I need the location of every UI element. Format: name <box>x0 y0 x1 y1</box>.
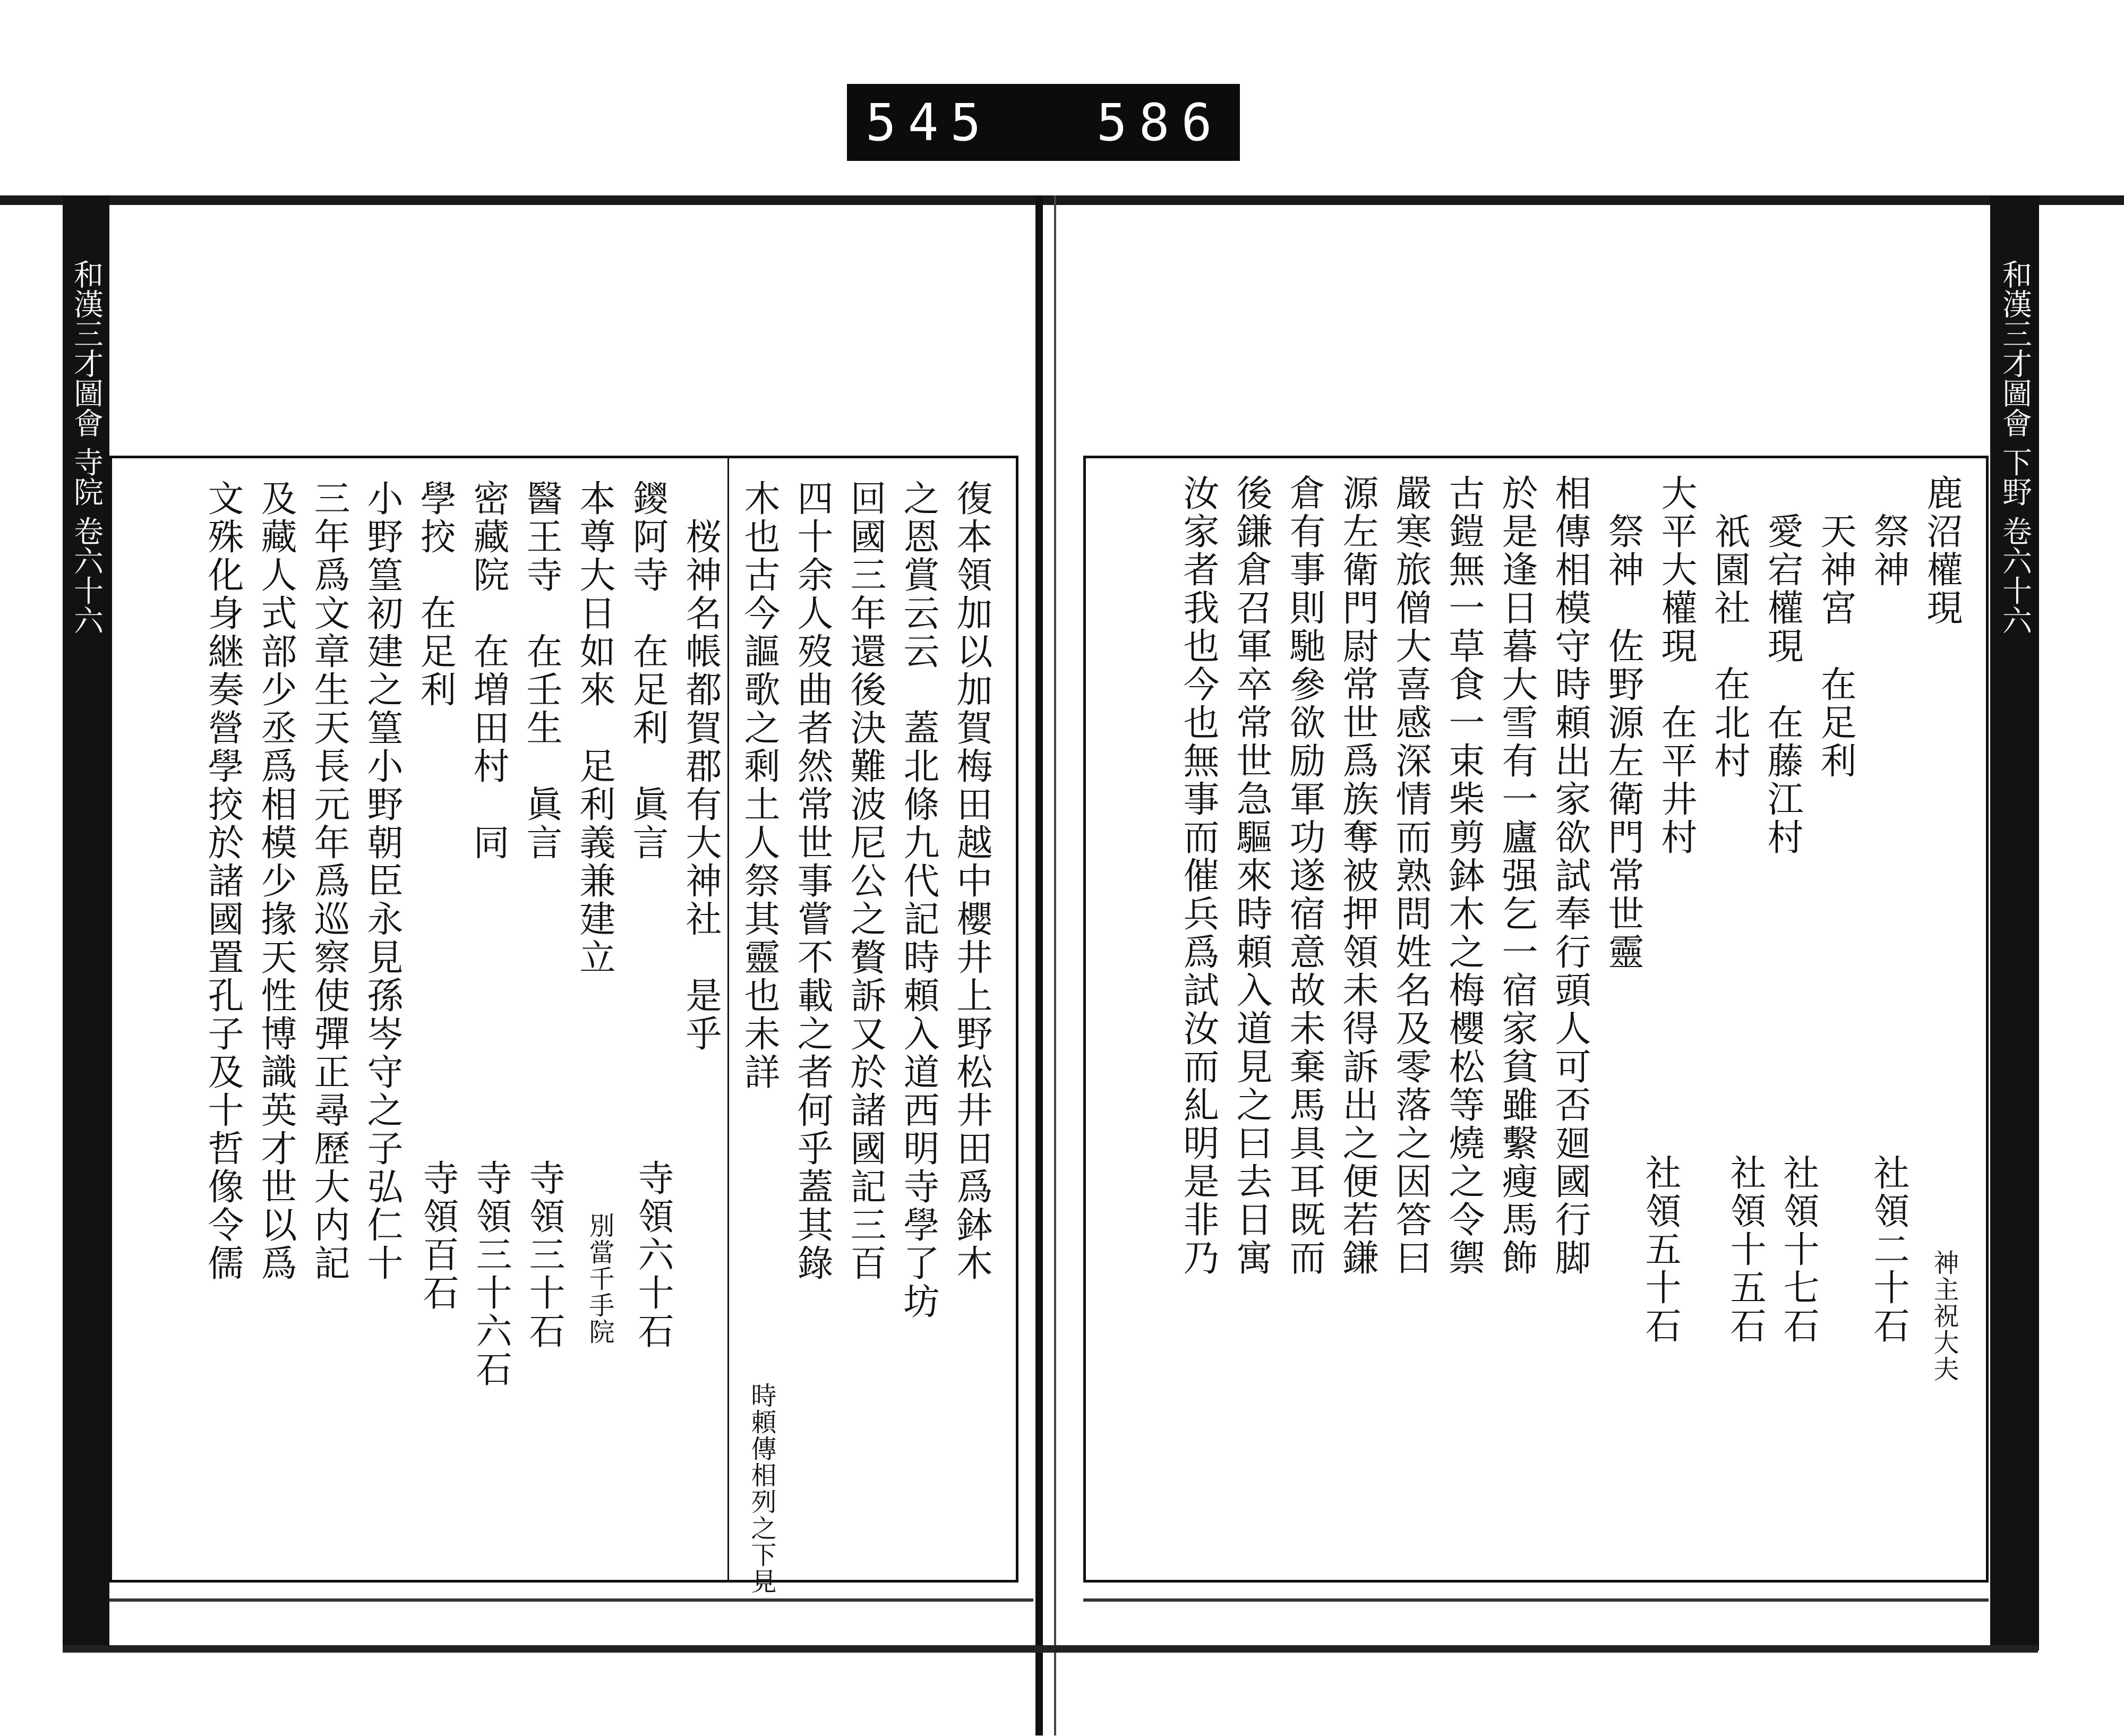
left-shrine-note: 時頼傳相列之下見 <box>747 1382 776 1595</box>
right-col-5: 祇園社 在北村 <box>1708 474 1750 780</box>
school-rank: 寺領百石 <box>417 1159 459 1312</box>
right-col-15: 汝家者我也今也無事而催兵爲試汝而糺明是非乃 <box>1177 474 1219 1277</box>
stamp-left-number: 545 <box>866 92 993 152</box>
book-bottom-edge <box>63 1645 2038 1653</box>
right-col-2: 祭神 <box>1868 474 1909 589</box>
right-col-1: 鹿沼權現 <box>1921 474 1963 627</box>
left-col-2: 之恩賞云云 蓋北條九代記時頼入道西明寺學了坊 <box>897 480 939 1321</box>
rank-3: 社領十五石 <box>1724 1154 1766 1345</box>
left-col-3: 回國三年還後決難波尼公之贅訴又於諸國記三百 <box>844 480 886 1282</box>
temple-2-rank: 寺領三十石 <box>523 1159 565 1350</box>
rank-1-sub: 神主祝大夫 <box>1929 1250 1959 1382</box>
temple-1-sub: 別當千手院 <box>585 1212 614 1345</box>
right-edge-label: 和漢三才圖會 下野 卷六十六 <box>1998 259 2032 635</box>
right-col-9: 於是逢日暮大雪有一廬强乞一宿家貧雖繫瘦馬飾 <box>1496 474 1538 1277</box>
rank-4: 社領五十石 <box>1639 1154 1681 1345</box>
right-book-edge <box>1990 195 2039 1651</box>
right-col-11: 嚴寒旅僧大喜感深情而熟問姓名及零落之因答曰 <box>1390 474 1432 1277</box>
right-page-bottom-rule <box>1083 1598 1989 1602</box>
right-col-4: 愛宕權現 在藤江村 <box>1761 474 1803 857</box>
left-col-9: 醫王寺 在壬生 眞言 <box>520 480 562 862</box>
book-top-edge <box>0 195 2124 205</box>
right-col-14: 後鎌倉召軍卒常世急驅來時頼入道見之曰去日寓 <box>1230 474 1272 1277</box>
right-page-text-frame <box>1083 456 1989 1583</box>
right-col-7: 祭神 佐野源左衛門常世靈 <box>1602 474 1644 971</box>
book-spine <box>1035 195 1043 1735</box>
left-page-divider <box>727 458 729 1580</box>
right-col-6: 大平大權現 在平井村 <box>1655 474 1697 857</box>
left-col-14: 及藏人式部少丞爲相模少掾天性博識英才世以爲 <box>255 480 297 1282</box>
rank-2: 社領十七石 <box>1777 1154 1819 1345</box>
right-col-10: 古鎧無一草食一束柴剪鉢木之梅櫻松等燒之令禦 <box>1443 474 1485 1277</box>
left-col-12: 小野篁初建之篁小野朝臣永見孫岑守之子弘仁十 <box>361 480 403 1282</box>
right-col-12: 源左衛門尉常世爲族奪被押領未得訴出之便若鎌 <box>1337 474 1378 1277</box>
left-col-8: 本尊大日如來 足利義兼建立 <box>573 480 615 977</box>
right-col-13: 倉有事則馳參欲励軍功遂宿意故未棄馬具耳既而 <box>1283 474 1325 1277</box>
temple-1-rank: 寺領六十石 <box>632 1159 674 1350</box>
page-number-stamp <box>847 84 1240 161</box>
left-edge-label: 和漢三才圖會 寺院 卷六十六 <box>69 259 104 635</box>
left-page-text-frame <box>109 456 1018 1595</box>
left-col-15: 文殊化身継奏營學挍於諸國置孔子及十哲像令儒 <box>202 480 244 1282</box>
stamp-right-number: 586 <box>1097 92 1224 152</box>
temple-3-rank: 寺領三十六石 <box>470 1159 512 1389</box>
left-col-6: 桜神名帳都賀郡有大神社 是乎 <box>680 480 722 1053</box>
left-book-edge <box>63 195 109 1651</box>
book-spine-shadow <box>1054 195 1056 1735</box>
left-col-4: 四十余人歿曲者然常世事嘗不載之者何乎蓋其錄 <box>791 480 833 1282</box>
left-page-bottom-rule <box>109 1598 1033 1602</box>
left-col-5: 木也古今謳歌之剩土人祭其靈也未詳 <box>738 480 780 1091</box>
right-col-3: 天神宮 在足利 <box>1814 474 1856 780</box>
left-col-7: 鑁阿寺 在足利 眞言 <box>627 480 669 862</box>
left-col-11: 學挍 在足利 <box>414 480 456 709</box>
rank-1: 社領二十石 <box>1868 1154 1909 1345</box>
left-col-13: 三年爲文章生天長元年爲巡察使彈正尋歷大内記 <box>308 480 350 1282</box>
left-col-10: 密藏院 在増田村 同 <box>467 480 509 862</box>
right-col-8: 相傳相模守時頼出家欲試奉行頭人可否廻國行脚 <box>1549 474 1591 1277</box>
left-col-1: 復本領加以加賀梅田越中櫻井上野松井田爲鉢木 <box>950 480 992 1282</box>
